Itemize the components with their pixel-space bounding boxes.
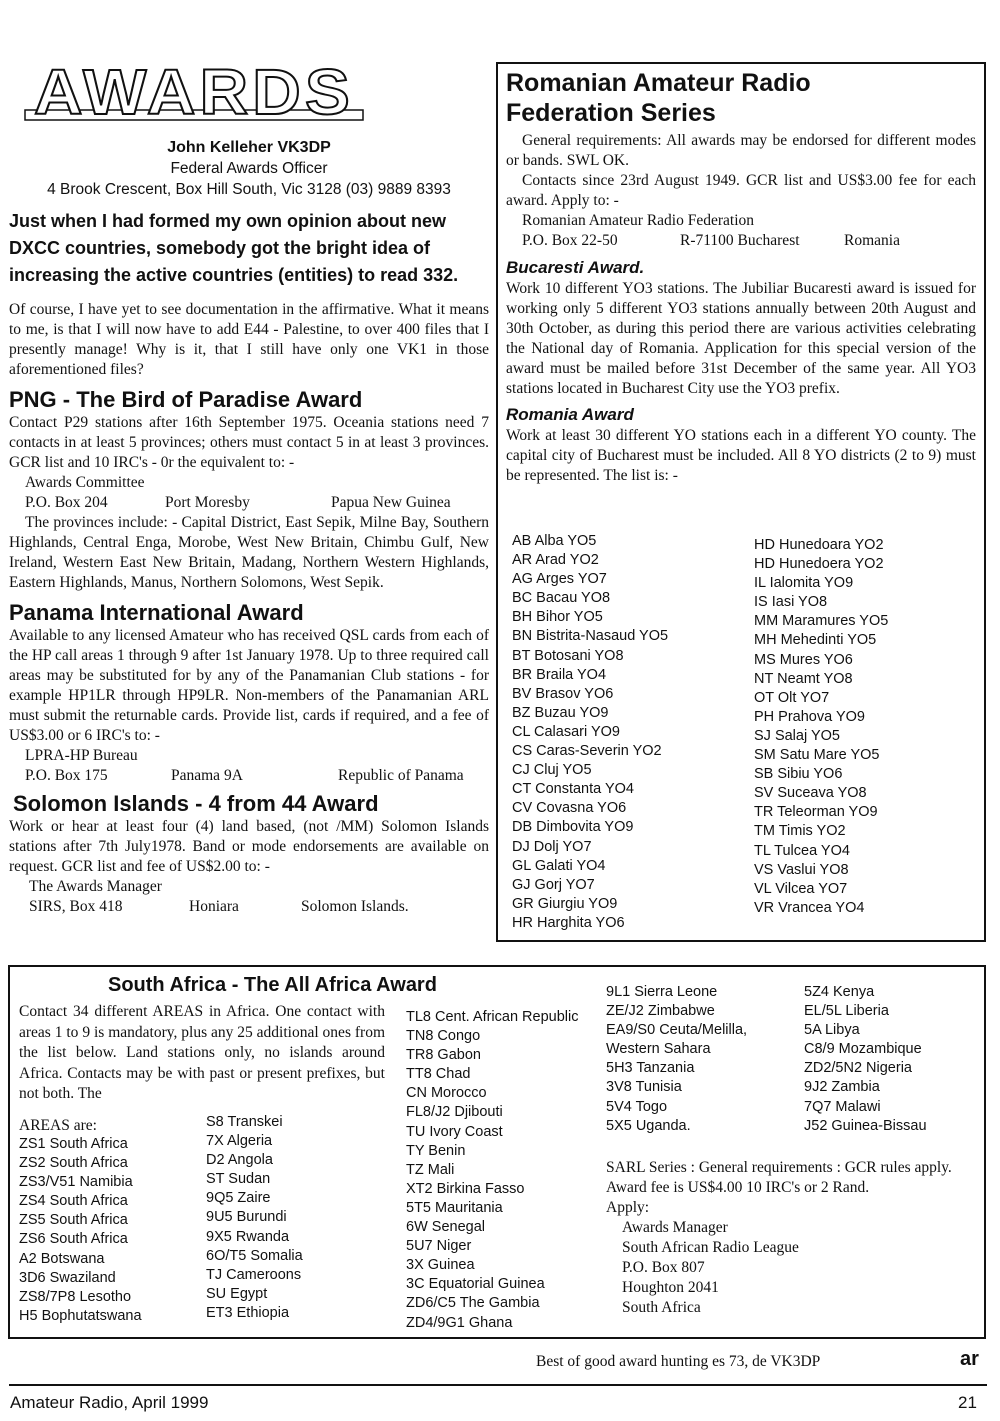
area-list-item: ZS3/V51 Namibia [19,1174,133,1191]
area-list-item: Western Sahara [606,1041,711,1058]
footer-publication: Amateur Radio, April 1999 [10,1393,209,1412]
png-addr-country: Papua New Guinea [331,494,451,511]
area-list-item: 9Q5 Zaire [206,1190,271,1207]
sarl-address-line: Houghton 2041 [622,1279,719,1296]
area-list-item: ZD6/C5 The Gambia [406,1295,540,1312]
png-addr-city: Port Moresby [165,494,250,511]
county-list-item: CV Covasna YO6 [512,800,627,817]
county-list-item: MH Mehedinti YO5 [754,632,877,649]
county-list-item: SM Satu Mare YO5 [754,747,880,764]
county-list-item: AB Alba YO5 [512,533,597,549]
area-list-item: H5 Bophutatswana [19,1307,142,1324]
county-list-item: BN Bistrita-Nasaud YO5 [512,628,669,645]
county-list-item: GL Galati YO4 [512,857,606,874]
sarl-apply: Apply: [606,1199,650,1216]
area-list-item: TZ Mali [406,1161,455,1178]
county-list-item: TL Tulcea YO4 [754,842,850,859]
solomon-addr-name: The Awards Manager [29,878,162,895]
county-list-item: BZ Buzau YO9 [512,704,609,721]
area-list-item: 3V8 Tunisia [606,1079,682,1096]
sarl-address-line: South Africa [622,1299,701,1316]
romania-award-body: Work at least 30 different YO stations each in a different YO county. The capital city of Bucharest must be included. All 8 YO districts (2 to 9) must be represented. The list is: - [506,427,976,484]
county-list-item: OT Olt YO7 [754,689,830,706]
area-list-item: TT8 Chad [406,1066,471,1083]
africa-areas-label-text: AREAS are: [19,1117,97,1134]
area-list-item: J52 Guinea-Bissau [804,1117,927,1134]
area-list-item: 5A Libya [804,1022,860,1039]
author-address: 4 Brook Crescent, Box Hill South, Vic 3128 (03) 9889 8393 [47,181,451,198]
sarl-address-line: Awards Manager [622,1219,728,1236]
africa-areas-label [19,1116,97,1136]
area-list-item: 5H3 Tanzania [606,1060,695,1077]
area-list-item: FL8/J2 Djibouti [406,1104,503,1121]
footer-rule [9,1384,987,1386]
area-list-item: S8 Transkei [206,1114,283,1130]
area-list-item: 9U5 Burundi [206,1209,287,1226]
area-list-item: XT2 Birkina Fasso [406,1180,525,1197]
romania-box [496,62,986,942]
africa-title: South Africa - The All Africa Award [108,974,437,996]
county-list-item: SB Sibiu YO6 [754,766,843,783]
area-list-item: 5Z4 Kenya [804,984,875,1000]
area-list-item: ZE/J2 Zimbabwe [606,1003,715,1020]
area-list-item: C8/9 Mozambique [804,1041,922,1058]
area-list-item: ZS2 South Africa [19,1155,128,1172]
area-list-item: ZS5 South Africa [19,1212,128,1229]
africa-areas-col5 [804,983,974,1136]
png-address-name [9,473,489,493]
county-list-item: AG Arges YO7 [512,571,607,588]
area-list-item: ZD4/9G1 Ghana [406,1314,513,1331]
panama-body: Available to any licensed Amateur who has received QSL cards from each of the HP call areas 1 through 9 after 1st January 1978. Up to three required call areas may be substituted for by any of the Panamanian Club stations - for example HP1LR through HP9LR. Non-members of the Panamanian ARL must submit the returnable cards. Provide list, cards if required, and a fee of US$3.00 or 6 IRC's to: - [9,627,489,744]
county-list-item: TR Teleorman YO9 [754,804,878,821]
romania-address-line [506,231,976,251]
area-list-item: ZD2/5N2 Nigeria [804,1060,912,1077]
county-list-item: BC Bacau YO8 [512,590,611,607]
panama-addr-city: Panama 9A [171,767,243,784]
area-list-item: ZS4 South Africa [19,1193,128,1210]
romania-addr-city: R-71100 Bucharest [680,232,800,249]
county-list-item: SJ Salaj YO5 [754,727,840,744]
county-list-item: AR Arad YO2 [512,552,599,569]
solomon-body: Work or hear at least four (4) land based, (not /MM) Solomon Islands stations after 7th July1978. Band or mode endorsements are available on request. GCR list and fee of US$2.00 to: - [9,818,489,875]
county-list-item: CT Constanta YO4 [512,781,634,798]
end-mark: ar [960,1348,979,1370]
area-list-item: CN Morocco [406,1085,487,1102]
county-list-item: VL Vilcea YO7 [754,880,848,897]
png-provinces: The provinces include: - Capital District, East Sepik, Milne Bay, Southern Highlands, Central Enga, Morobe, West New Britain, Chimbu Gulf, New Ireland, Western East New Britain, Madang, Northern Western Highlands, Eastern Highlands, Manus, Northern Solomons, West Sepik. [9,514,489,591]
county-list-item: MM Maramures YO5 [754,613,889,630]
panama-addr-name: LPRA-HP Bureau [25,747,138,764]
area-list-item: 9J2 Zambia [804,1079,880,1096]
area-list-item: EL/5L Liberia [804,1003,889,1020]
romania-county-list-2 [754,536,979,918]
africa-areas-col3 [406,1008,596,1333]
png-body: Contact P29 stations after 16th September 1975. Oceania stations need 7 contacts in at least 5 provinces; others must contact 5 in at least 3 provinces. GCR list and 10 IRC's - 0r the equivalent to: - [9,414,489,471]
county-list-item: DB Dimbovita YO9 [512,819,634,836]
area-list-item: 6W Senegal [406,1219,485,1236]
area-list-item: 9X5 Rwanda [206,1228,290,1245]
africa-areas-col1 [19,1135,199,1326]
africa-box [8,965,986,1339]
area-list-item: 3D6 Swaziland [19,1269,116,1286]
county-list-item: BT Botosani YO8 [512,647,624,664]
solomon-address-line [9,897,489,917]
romania-address-name [506,211,976,231]
romania-award-title: Romania Award [506,405,634,424]
area-list-item: EA9/S0 Ceuta/Melilla, [606,1022,748,1039]
area-list-item: TN8 Congo [406,1028,481,1045]
romania-general: General requirements: All awards may be endorsed for different modes or bands. SWL OK. [506,132,976,169]
awards-logo-text: AWARDS [34,58,354,128]
solomon-addr-box: SIRS, Box 418 [29,898,123,915]
county-list-item: BR Braila YO4 [512,666,607,683]
area-list-item: TJ Cameroons [206,1266,302,1283]
bucaresti-body: Work 10 different YO3 stations. The Jubiliar Bucaresti award is issued for working only 5 different YO3 stations annually between 20th August and 30th October, as during this period there are various activities celebrating the National day of Romania. Application for this special version of the award must be mailed before 31st December of the same year. All YO3 stations located in Bucharest City use the YO3 prefix. [506,280,976,397]
solomon-address-name [9,877,489,897]
county-list-item: SV Suceava YO8 [754,785,867,802]
panama-address-line [9,766,489,786]
romania-contacts: Contacts since 23rd August 1949. GCR list and US$3.00 fee for each award. Apply to: - [506,172,976,209]
area-list-item: 5U7 Niger [406,1238,472,1255]
intro-body: Of course, I have yet to see documentation in the affirmative. What it means to me, is that I will now have to add E44 - Palestine, to over 400 files that I presently manage! Why is it, that I still have only one VK1 in those aforementioned files? [9,301,489,378]
panama-title: Panama International Award [9,600,304,625]
bucaresti-title: Bucaresti Award. [506,258,645,277]
area-list-item: TY Benin [406,1142,466,1159]
county-list-item: HD Hunedoara YO2 [754,537,884,553]
area-list-item: TU Ivory Coast [406,1123,503,1140]
area-list-item: 5V4 Togo [606,1098,668,1115]
county-list-item: PH Prahova YO9 [754,708,865,725]
author-name: John Kelleher VK3DP [167,139,331,156]
solomon-addr-country: Solomon Islands. [301,898,409,915]
county-list-item: TM Timis YO2 [754,823,846,840]
romania-addr-box: P.O. Box 22-50 [522,232,618,249]
area-list-item: 7X Algeria [206,1133,273,1150]
county-list-item: CJ Cluj YO5 [512,762,592,779]
county-list-item: HR Harghita YO6 [512,914,625,931]
romania-title-line2: Federation Series [506,99,716,127]
county-list-item: VS Vaslui YO8 [754,861,849,878]
area-list-item: ST Sudan [206,1171,271,1188]
panama-address-name [9,746,489,766]
intro-lead: Just when I had formed my own opinion about new DXCC countries, somebody got the bright idea of increasing the active countries (entities) to read 332. [9,211,459,285]
png-addr-box: P.O. Box 204 [25,494,108,511]
sarl-address-line: South African Radio League [622,1239,799,1256]
sarl-requirements: SARL Series : General requirements : GCR rules apply. Award fee is US$4.00 10 IRC's or 2 Rand. [606,1159,952,1196]
panama-addr-box: P.O. Box 175 [25,767,108,784]
area-list-item: SU Egypt [206,1285,268,1302]
area-list-item: 3X Guinea [406,1257,475,1274]
panama-addr-country: Republic of Panama [338,767,464,784]
county-list-item: MS Mures YO6 [754,651,853,668]
county-list-item: VR Vrancea YO4 [754,899,865,916]
solomon-title: Solomon Islands - 4 from 44 Award [13,791,379,816]
county-list-item: BV Brasov YO6 [512,685,614,702]
solomon-addr-city: Honiara [189,898,239,915]
county-list-item: IS Iasi YO8 [754,594,828,611]
romania-county-list-1 [512,532,742,933]
area-list-item: 5T5 Mauritania [406,1199,503,1216]
sarl-address [622,1218,799,1318]
area-list-item: 5X5 Uganda. [606,1117,691,1134]
county-list-item: DJ Dolj YO7 [512,838,592,855]
area-list-item: TR8 Gabon [406,1047,481,1064]
romania-addr-name: Romanian Amateur Radio Federation [522,212,755,229]
romania-title-line1: Romanian Amateur Radio [506,69,811,97]
sarl-address-line: P.O. Box 807 [622,1259,705,1276]
county-list-item: GJ Gorj YO7 [512,876,595,893]
area-list-item: ZS1 South Africa [19,1136,128,1152]
county-list-item: GR Giurgiu YO9 [512,895,618,912]
romania-addr-country: Romania [844,232,900,249]
area-list-item: 3C Equatorial Guinea [406,1276,545,1293]
png-addr-name: Awards Committee [25,474,145,491]
area-list-item: 7Q7 Malawi [804,1098,881,1115]
area-list-item: A2 Botswana [19,1250,105,1267]
left-column [9,58,489,917]
area-list-item: ZS6 South Africa [19,1231,128,1248]
africa-areas-col4 [606,983,786,1136]
county-list-item: BH Bihor YO5 [512,609,603,626]
area-list-item: TL8 Cent. African Republic [406,1009,579,1025]
author-title: Federal Awards Officer [170,160,328,177]
signoff: Best of good award hunting es 73, de VK3DP [536,1353,821,1370]
area-list-item: ET3 Ethiopia [206,1304,290,1321]
county-list-item: CS Caras-Severin YO2 [512,743,662,760]
area-list-item: D2 Angola [206,1152,273,1169]
county-list-item: HD Hunedoera YO2 [754,556,884,573]
area-list-item: 6O/T5 Somalia [206,1247,303,1264]
county-list-item: NT Neamt YO8 [754,670,853,687]
county-list-item: IL Ialomita YO9 [754,575,854,592]
africa-body: Contact 34 different AREAS in Africa. One contact with areas 1 to 9 is mandatory, plus any 25 additional ones from the list below. Land stations only, no islands around Africa. Contacts may be with past or present prefixes, but not both. The [19,1003,385,1102]
africa-areas-col2 [206,1113,386,1323]
area-list-item: 9L1 Sierra Leone [606,984,718,1000]
county-list-item: CL Calasari YO9 [512,723,620,740]
area-list-item: ZS8/7P8 Lesotho [19,1288,132,1305]
png-title: PNG - The Bird of Paradise Award [9,387,363,412]
footer-page-number: 21 [958,1393,977,1412]
png-address-line [9,493,489,513]
